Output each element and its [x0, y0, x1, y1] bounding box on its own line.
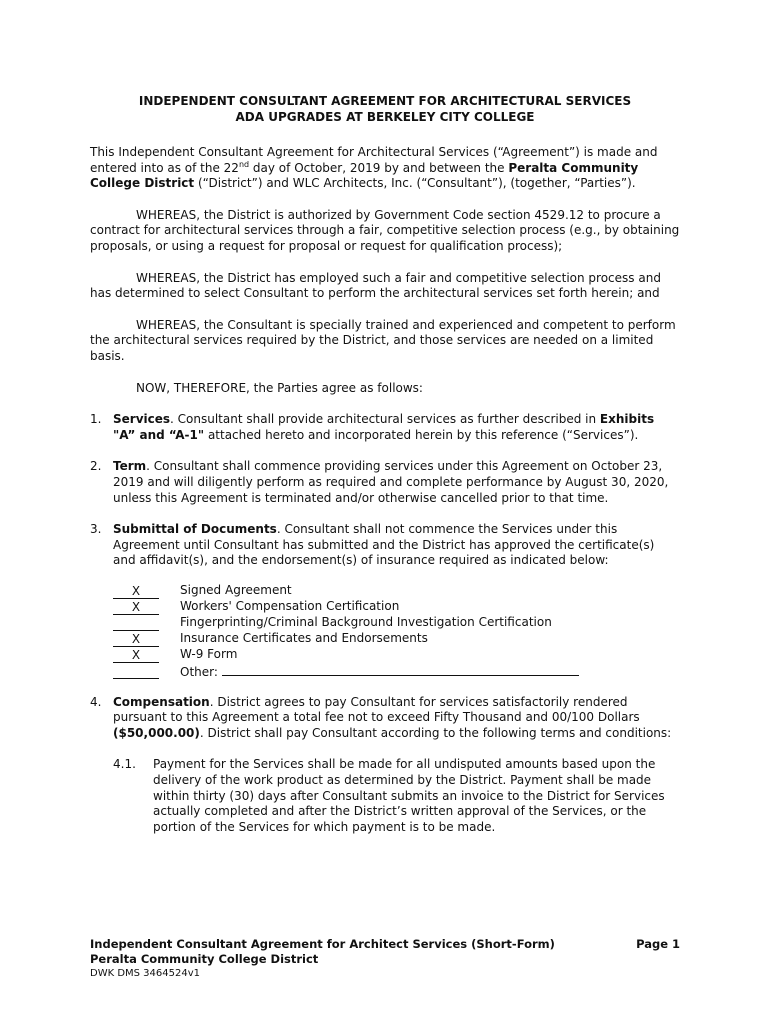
section-submittal — [90, 522, 680, 569]
section-services — [90, 412, 680, 443]
checklist-mark: X — [113, 632, 159, 647]
section-text: . District agrees to pay Consultant for services satisfactorily rendered pursuant to this Agreement a total fee not to exceed Fifty Thousand and 00/100 Dollars — [113, 694, 640, 725]
intro-text-1: This Independent Consultant Agreement for Architectural Services (“Agreement”) is made and entered into as of the 22 — [90, 145, 658, 175]
footer-title: Independent Consultant Agreement for Architect Services (Short-Form) — [90, 937, 555, 951]
exhibit-reference: Exhibits "A” and “A-1" — [113, 412, 655, 442]
checklist-label: Fingerprinting/Criminal Background Investigation Certification — [180, 614, 552, 629]
checklist-label: W-9 Form — [180, 646, 238, 661]
intro-superscript: nd — [238, 159, 250, 169]
section-heading: Term — [113, 459, 147, 474]
subsection-text: Payment for the Services shall be made for all undisputed amounts based upon the delivery of the work product as determined by the District. Payment shall be made within thirty (30) days after Consultant submits an invoice to the District for Services actually completed and after the District’s written approval of the Services, or the portion of the Services for which payment is to be made. — [153, 757, 665, 834]
checklist-mark: X — [113, 584, 159, 599]
section-heading: Compensation — [113, 694, 210, 709]
page-number: Page 1 — [636, 937, 680, 951]
district-name: Peralta Community College District — [90, 160, 639, 191]
section-text: attached hereto and incorporated herein by this reference (“Services”). — [204, 427, 639, 442]
document-checklist — [113, 583, 680, 681]
now-therefore: NOW, THEREFORE, the Parties agree as follows: — [136, 380, 423, 395]
section-term — [90, 459, 680, 506]
checklist-mark — [113, 664, 159, 679]
checklist-label: Workers' Compensation Certification — [180, 598, 400, 613]
intro-text-3: (“District”) and WLC Architects, Inc. (“Consultant”), (together, “Parties”). — [194, 176, 636, 191]
section-text: . Consultant shall provide architectural services as further described in — [170, 412, 600, 427]
section-heading: Submittal of Documents — [113, 522, 277, 537]
title-line-2: ADA UPGRADES AT BERKELEY CITY COLLEGE — [235, 110, 535, 124]
checklist-mark: X — [113, 648, 159, 663]
footer-district: Peralta Community College District — [90, 952, 319, 966]
section-compensation — [90, 695, 680, 742]
whereas-1: WHEREAS, the District is authorized by Government Code section 4529.12 to procure a contract for architectural services through a fair, competitive selection process (e.g., by obtaining proposals, or using a request for proposal or request for qualification process); — [90, 207, 680, 253]
section-number: 2. — [90, 459, 102, 474]
checklist-item — [113, 647, 680, 663]
fee-amount: ($50,000.00) — [113, 725, 200, 740]
checklist-item — [113, 663, 680, 681]
document-id: DWK DMS 3464524v1 — [90, 968, 200, 979]
section-number: 1. — [90, 412, 102, 427]
checklist-mark: X — [113, 600, 159, 615]
whereas-3: WHEREAS, the Consultant is specially trained and experienced and competent to perform the architectural services required by the District, and those services are needed on a limited basis. — [90, 317, 676, 363]
section-text: . District shall pay Consultant according to the following terms and conditions: — [199, 725, 672, 740]
checklist-item — [113, 615, 680, 631]
checklist-label: Signed Agreement — [180, 582, 292, 597]
checklist-item — [113, 599, 680, 615]
section-heading: Services — [113, 412, 171, 427]
checklist-mark — [113, 616, 159, 631]
section-text: . Consultant shall commence providing services under this Agreement on October 23, 2019 and will diligently perform as required and complete performance by August 30, 2020, unless this Agreement is terminated and/or otherwise cancelled prior to that time. — [113, 459, 669, 505]
section-number: 3. — [90, 522, 102, 537]
section-text: . Consultant shall not commence the Services under this Agreement until Consultant has submitted and the District has approved the certificate(s) and affidavit(s), and the endorsement(s) of insurance required as indicated below: — [113, 522, 655, 568]
checklist-label: Insurance Certificates and Endorsements — [180, 630, 428, 645]
checklist-item — [113, 631, 680, 647]
checklist-item — [113, 583, 680, 599]
whereas-2: WHEREAS, the District has employed such a fair and competitive selection process and has determined to select Consultant to perform the architectural services set forth herein; and — [90, 270, 661, 301]
title-line-1: INDEPENDENT CONSULTANT AGREEMENT FOR ARCHITECTURAL SERVICES — [138, 94, 632, 108]
subsection-4-1 — [113, 757, 680, 835]
subsection-number: 4.1. — [113, 757, 136, 772]
other-blank-line — [222, 663, 579, 676]
intro-text-2: day of October, 2019 by and between the — [249, 160, 509, 175]
intro-paragraph — [90, 145, 680, 192]
document-page — [90, 93, 680, 835]
checklist-label: Other: — [180, 664, 218, 679]
page-footer — [90, 937, 680, 980]
section-number: 4. — [90, 694, 102, 709]
document-title — [90, 93, 680, 125]
